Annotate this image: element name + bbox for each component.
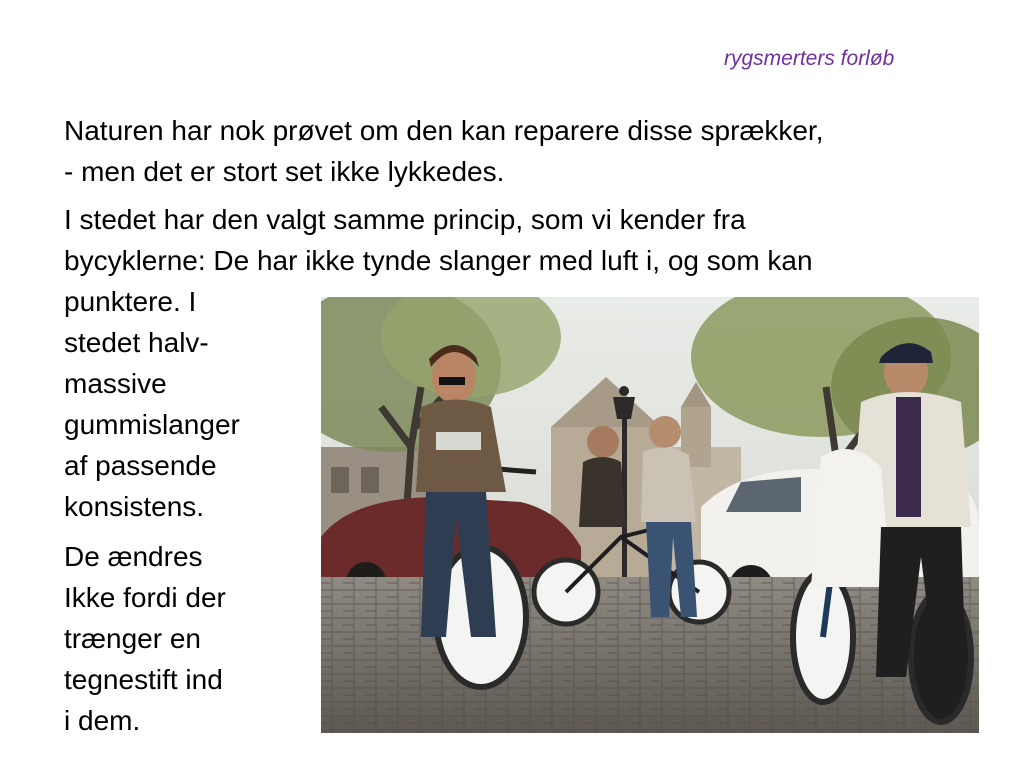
paragraph-1-line-2: - men det er stort set ikke lykkedes. [64, 156, 505, 187]
paragraph-2-line-3: punktere. I [64, 286, 197, 317]
paragraph-2-line-1: I stedet har den valgt samme princip, som vi kender fra [64, 204, 746, 235]
paragraph-2-line-7: af passende [64, 450, 217, 481]
paragraph-2-continued [64, 281, 240, 527]
people-with-city-bikes-photo [321, 297, 979, 733]
paragraph-2-line-2: bycyklerne: De har ikke tynde slanger med luft i, og som kan [64, 245, 813, 276]
paragraph-2-line-8: konsistens. [64, 491, 205, 522]
paragraph-1-line-1: Naturen har nok prøvet om den kan reparere disse sprækker, [64, 115, 824, 146]
paragraph-3-line-2: Ikke fordi der [64, 582, 226, 613]
slide-header-title: rygsmerters forløb [724, 47, 895, 70]
paragraph-2 [64, 199, 813, 281]
paragraph-3-line-1: De ændres [64, 541, 203, 572]
paragraph-2-line-6: gummislanger [64, 409, 240, 440]
paragraph-2-line-5: massive [64, 368, 167, 399]
paragraph-3-line-5: i dem. [64, 705, 141, 736]
paragraph-1 [64, 110, 823, 192]
paragraph-3-line-3: trænger en [64, 623, 201, 654]
paragraph-3 [64, 536, 226, 741]
paragraph-2-line-4: stedet halv- [64, 327, 209, 358]
photo-illustration [321, 297, 979, 733]
paragraph-3-line-4: tegnestift ind [64, 664, 223, 695]
